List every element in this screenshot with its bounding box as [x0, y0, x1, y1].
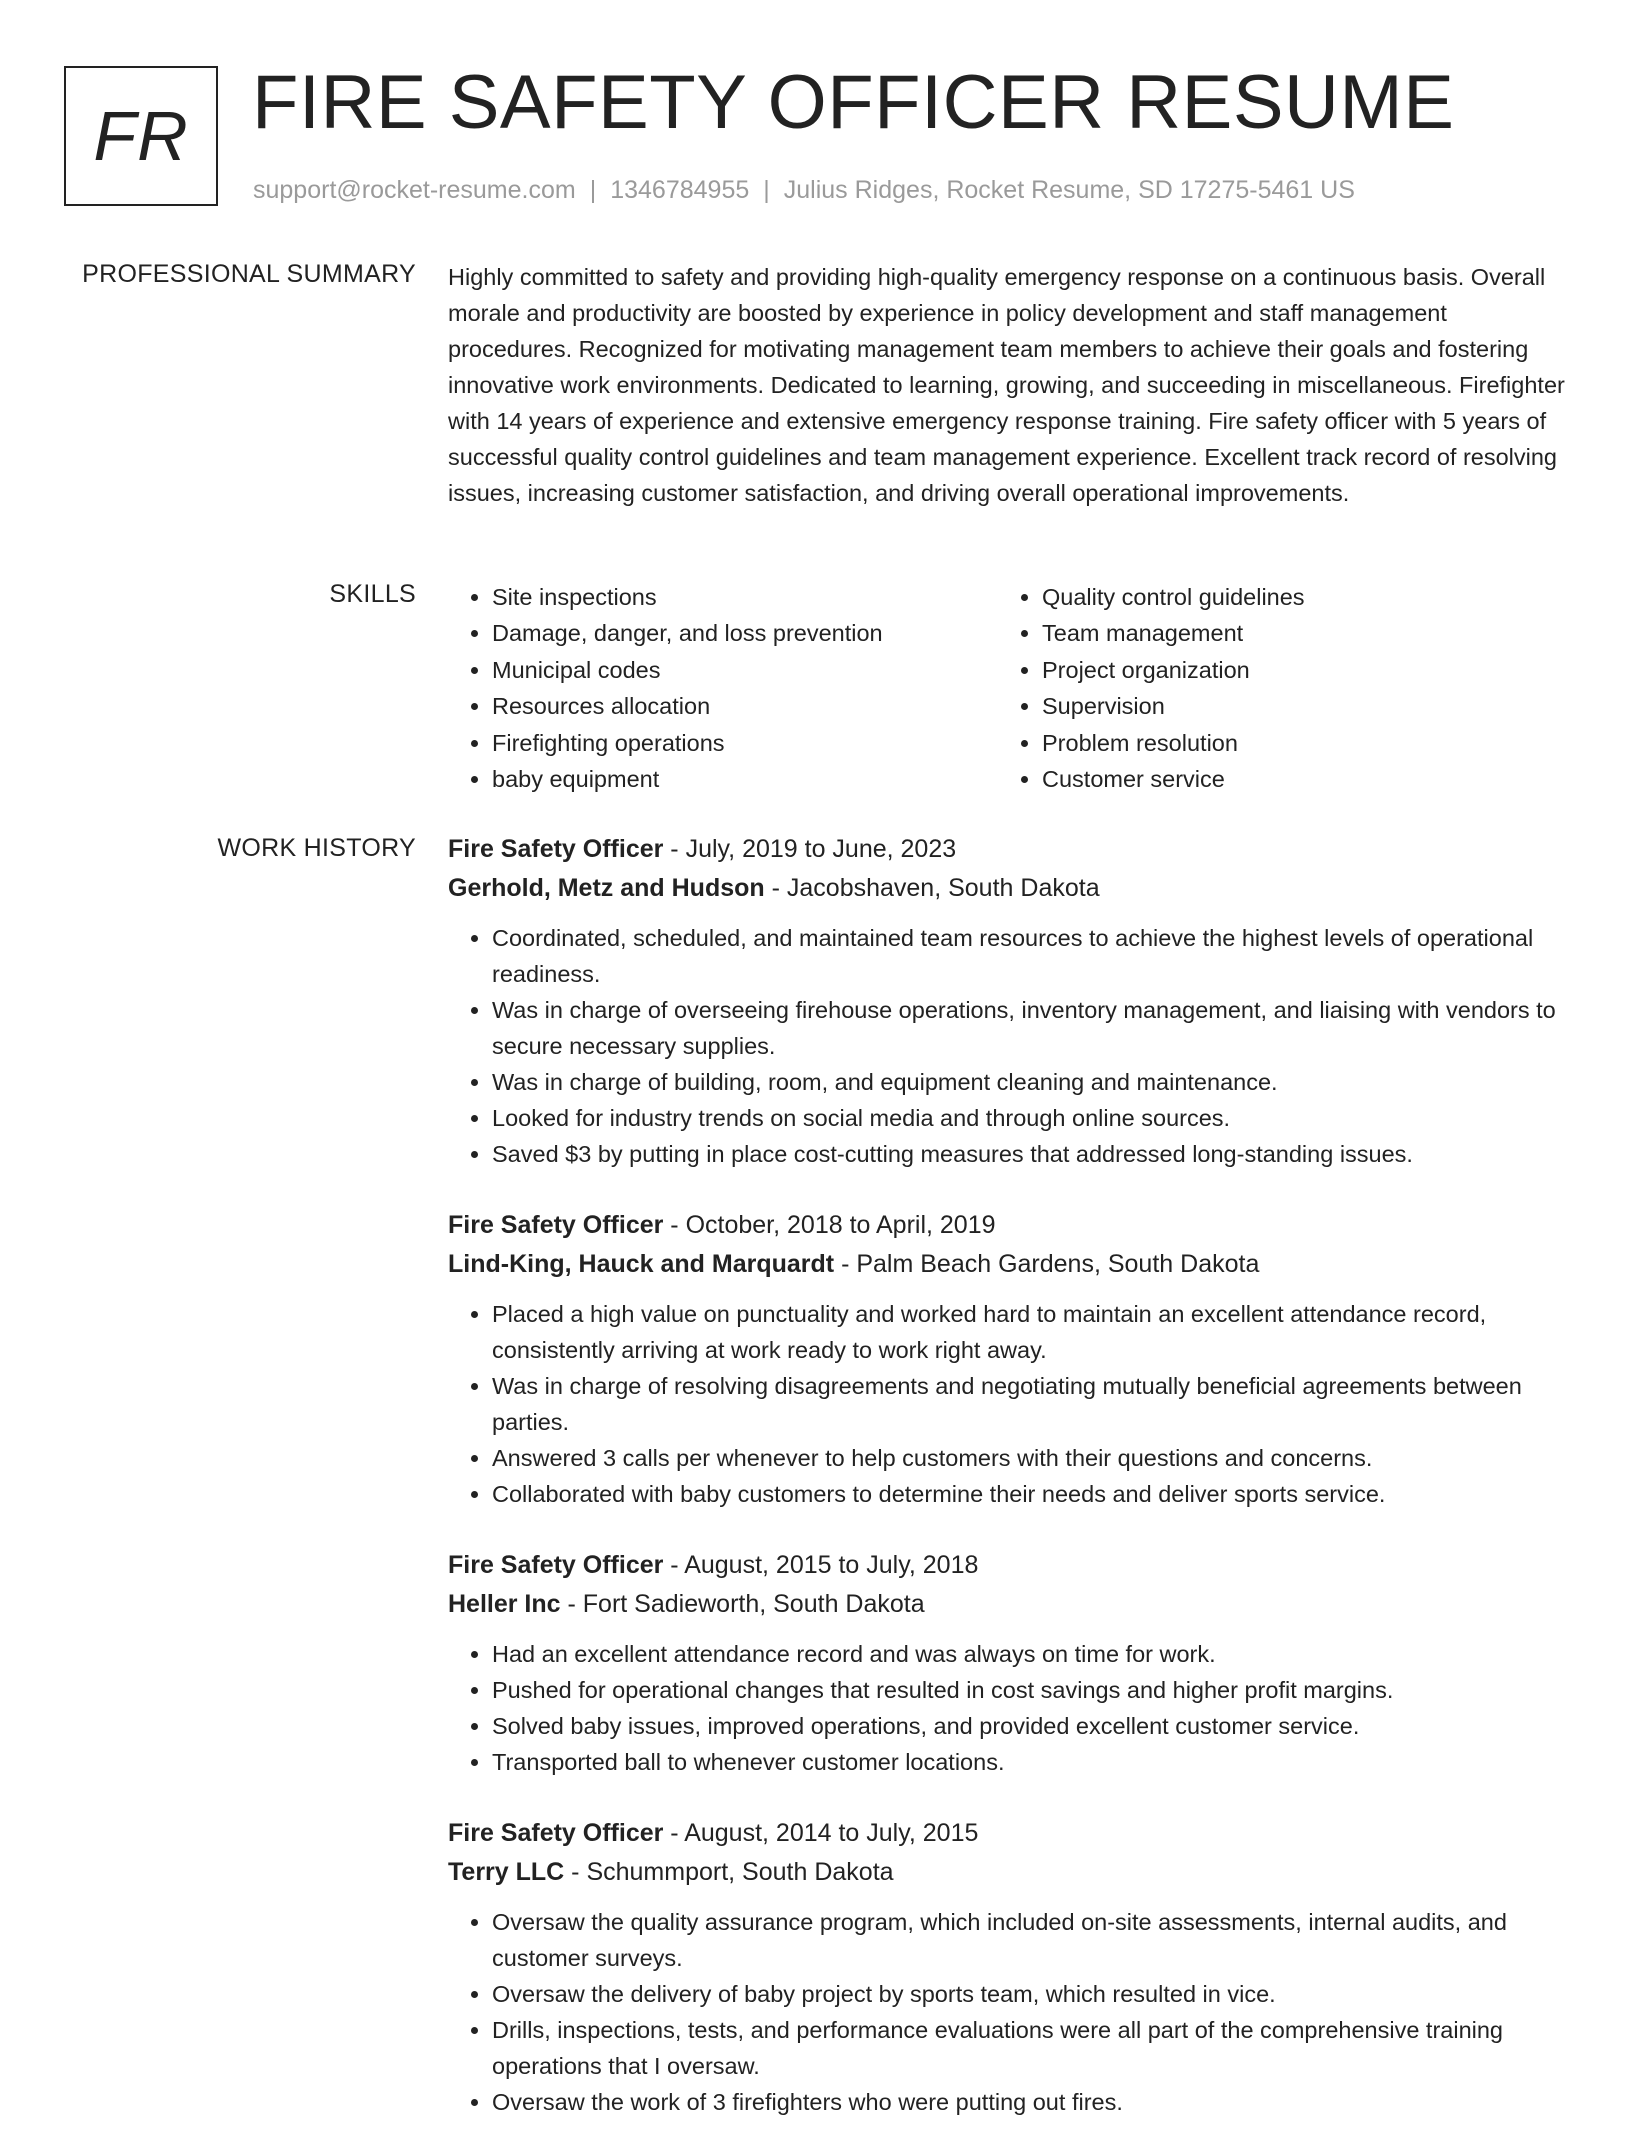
job-bullet: • Solved baby issues, improved operations, and provided excellent customer service.: [492, 1708, 1568, 1744]
job-bullet: • Answered 3 calls per whenever to help customers with their questions and concerns.: [492, 1440, 1568, 1476]
job-company: Terry LLC: [448, 1858, 565, 1886]
job-company: Gerhold, Metz and Hudson: [448, 874, 765, 902]
job-bullet: • Oversaw the quality assurance program, which included on-site assessments, internal audits, and customer surveys.: [492, 1904, 1568, 1976]
job-location: - Palm Beach Gardens, South Dakota: [834, 1250, 1260, 1278]
job-company-line: [448, 1245, 1568, 1284]
job-bullet: • Saved $3 by putting in place cost-cutting measures that addressed long-standing issues.: [492, 1136, 1568, 1172]
job-title-line: [448, 1546, 1568, 1585]
job-bullet: • Looked for industry trends on social media and through online sources.: [492, 1100, 1568, 1136]
section-label-work-history: WORK HISTORY: [217, 834, 416, 862]
job-company-line: [448, 1585, 1568, 1624]
job-title-line: [448, 1206, 1568, 1245]
skills-list-left: [448, 579, 998, 797]
job-dates: - August, 2015 to July, 2018: [663, 1551, 979, 1579]
job-entry: [448, 1206, 1568, 1512]
skills-list-right: [998, 579, 1305, 797]
skill-item: • Project organization: [1042, 652, 1305, 688]
job-bullet: • Transported ball to whenever customer locations.: [492, 1744, 1568, 1780]
job-entry: [448, 1814, 1568, 2120]
contact-line: [253, 174, 1355, 206]
skill-item: • Firefighting operations: [492, 725, 998, 761]
job-title: Fire Safety Officer: [448, 1211, 664, 1239]
skill-item: • Supervision: [1042, 688, 1305, 724]
job-company: Lind-King, Hauck and Marquardt: [448, 1250, 835, 1278]
skill-item: • Municipal codes: [492, 652, 998, 688]
skill-item: • Damage, danger, and loss prevention: [492, 615, 998, 651]
job-dates: - August, 2014 to July, 2015: [663, 1819, 979, 1847]
job-bullet: • Collaborated with baby customers to determine their needs and deliver sports service.: [492, 1476, 1568, 1512]
job-entry: [448, 830, 1568, 1172]
skill-item: • Resources allocation: [492, 688, 998, 724]
skill-item: • Site inspections: [492, 579, 998, 615]
job-dates: - October, 2018 to April, 2019: [663, 1211, 996, 1239]
skill-item: • Team management: [1042, 615, 1305, 651]
job-bullet: • Placed a high value on punctuality and worked hard to maintain an excellent attendance record, consistently arriving at work ready to work right away.: [492, 1296, 1568, 1368]
job-company: Heller Inc: [448, 1590, 561, 1618]
job-entry: [448, 1546, 1568, 1780]
job-location: - Schummport, South Dakota: [564, 1858, 894, 1886]
contact-separator: |: [589, 176, 597, 204]
job-location: - Fort Sadieworth, South Dakota: [560, 1590, 925, 1618]
job-bullet: • Drills, inspections, tests, and performance evaluations were all part of the comprehensive training operations that I oversaw.: [492, 2012, 1568, 2084]
summary-section: [448, 259, 1568, 511]
skill-item: • baby equipment: [492, 761, 998, 797]
job-bullet: • Was in charge of building, room, and equipment cleaning and maintenance.: [492, 1064, 1568, 1100]
job-bullets: [448, 1636, 1568, 1780]
job-dates: - July, 2019 to June, 2023: [663, 835, 957, 863]
contact-separator: |: [763, 176, 770, 204]
job-company-line: [448, 869, 1568, 908]
job-title: Fire Safety Officer: [448, 835, 664, 863]
job-bullets: [448, 920, 1568, 1172]
skill-item: • Quality control guidelines: [1042, 579, 1305, 615]
job-bullet: • Oversaw the work of 3 firefighters who were putting out fires.: [492, 2084, 1568, 2120]
skills-section: [448, 579, 1568, 797]
job-title-line: [448, 1814, 1568, 1853]
job-title: Fire Safety Officer: [448, 1819, 664, 1847]
job-title-line: [448, 830, 1568, 869]
job-bullets: [448, 1296, 1568, 1512]
job-bullet: • Coordinated, scheduled, and maintained team resources to achieve the highest levels of operational readiness.: [492, 920, 1568, 992]
resume-title: FIRE SAFETY OFFICER RESUME: [252, 60, 1455, 145]
job-bullet: • Oversaw the delivery of baby project by sports team, which resulted in vice.: [492, 1976, 1568, 2012]
work-history-section: [448, 830, 1568, 2154]
job-company-line: [448, 1853, 1568, 1892]
section-label-skills: SKILLS: [329, 580, 416, 608]
contact-phone[interactable]: 1346784955: [610, 176, 750, 204]
job-bullets: [448, 1904, 1568, 2120]
contact-address: Julius Ridges, Rocket Resume, SD 17275-5461 US: [783, 176, 1355, 204]
job-title: Fire Safety Officer: [448, 1551, 664, 1579]
summary-text: Highly committed to safety and providing high-quality emergency response on a continuous basis. Overall morale and productivity are boosted by experience in policy development and staff management procedures. Recognized for motivating management team members to achieve their goals and fostering innovative work environments. Dedicated to learning, growing, and succeeding in miscellaneous. Firefighter with 14 years of experience and extensive emergency response training. Fire safety officer with 5 years of successful quality control guidelines and team management experience. Excellent track record of resolving issues, increasing customer satisfaction, and driving overall operational improvements.: [448, 264, 1565, 506]
section-label-summary: PROFESSIONAL SUMMARY: [82, 260, 416, 288]
skill-item: • Customer service: [1042, 761, 1305, 797]
skill-item: • Problem resolution: [1042, 725, 1305, 761]
job-bullet: • Pushed for operational changes that resulted in cost savings and higher profit margins.: [492, 1672, 1568, 1708]
skills-columns: [448, 579, 1568, 797]
job-bullet: • Was in charge of resolving disagreements and negotiating mutually beneficial agreements between parties.: [492, 1368, 1568, 1440]
monogram-logo: FR: [64, 66, 218, 206]
job-location: - Jacobshaven, South Dakota: [764, 874, 1100, 902]
job-bullet: • Had an excellent attendance record and was always on time for work.: [492, 1636, 1568, 1672]
job-bullet: • Was in charge of overseeing firehouse operations, inventory management, and liaising with vendors to secure necessary supplies.: [492, 992, 1568, 1064]
contact-email[interactable]: support@rocket-resume.com: [253, 176, 576, 204]
